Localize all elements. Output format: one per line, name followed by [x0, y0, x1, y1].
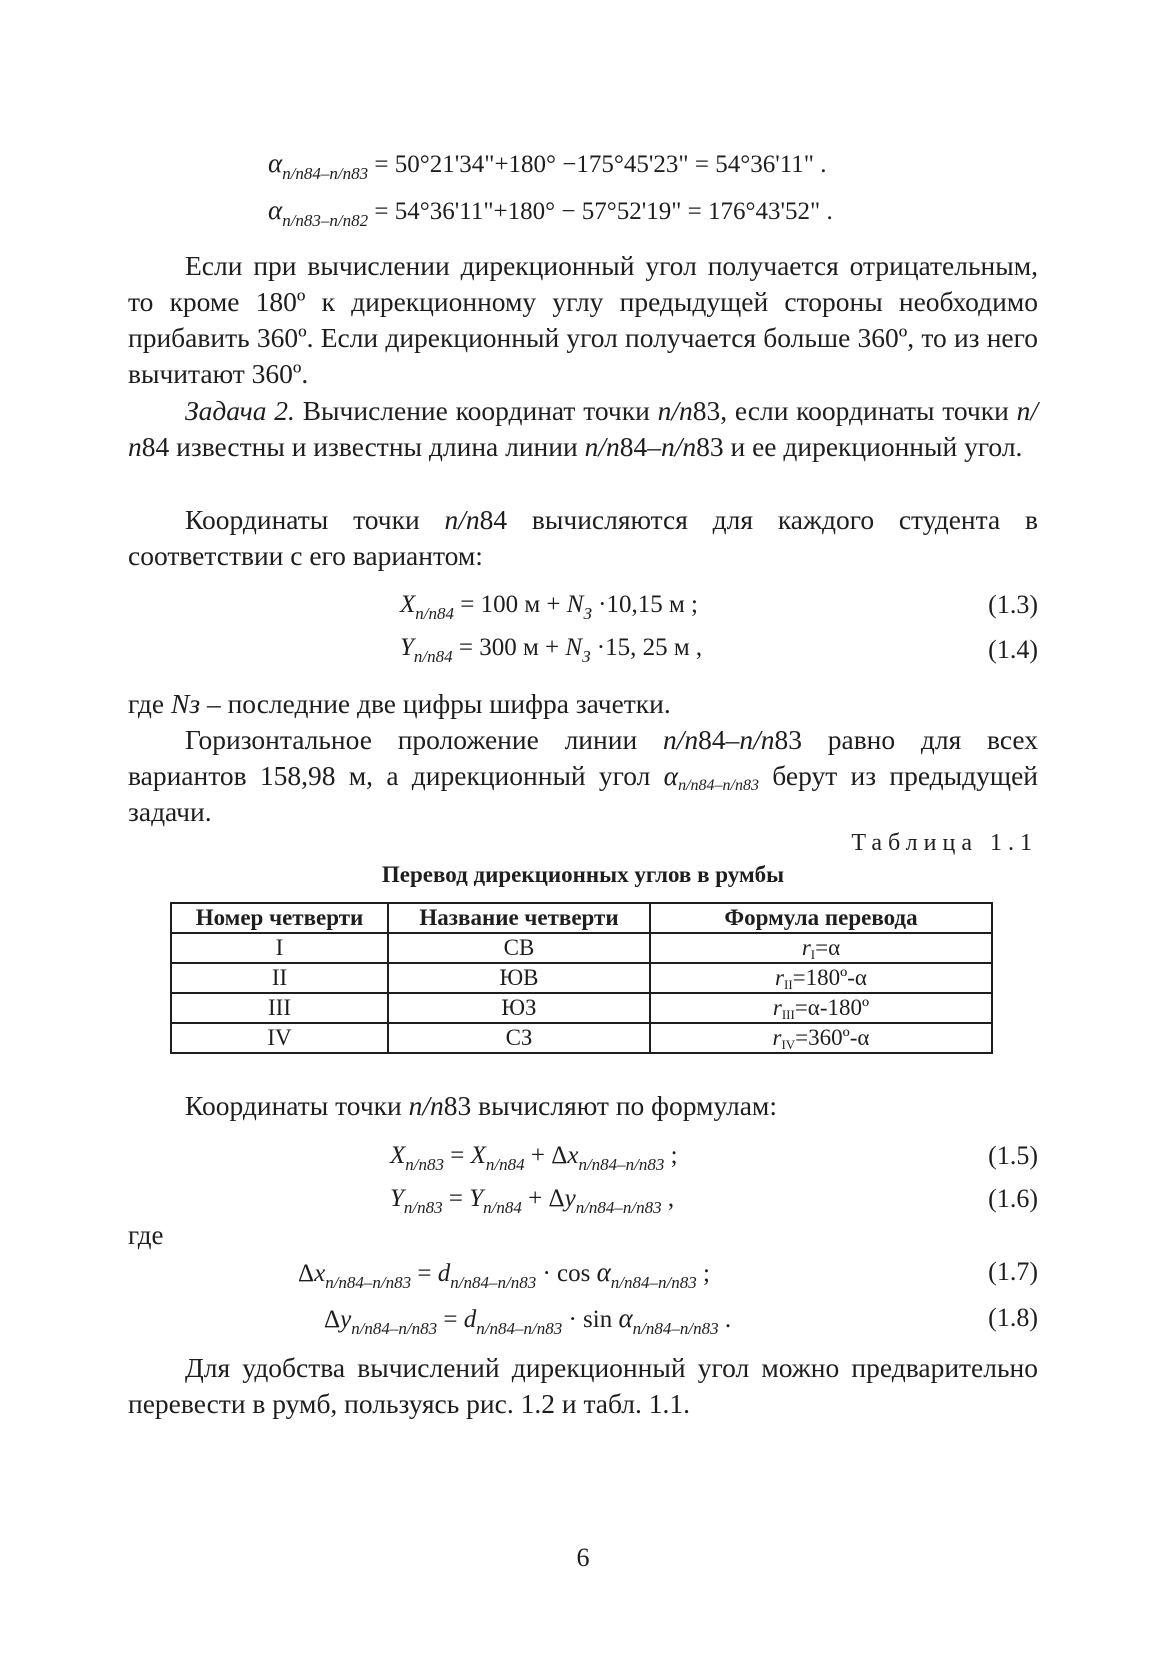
table-row: [171, 963, 992, 993]
equation-number-1-5: (1.5): [988, 1141, 1038, 1170]
column-header: Название четверти: [388, 903, 650, 933]
paragraph-task-2: Задача 2. Вычисление координат точки п/п83, если координаты точки п/п84 известны и известны длина линии п/п84–п/п83 и ее дирекционный угол.: [128, 395, 1038, 462]
quarter-number: III: [171, 993, 388, 1023]
quarter-name: СЗ: [388, 1023, 650, 1053]
table-title: Перевод дирекционных углов в румбы: [381, 862, 785, 887]
equation-1-7: $\Delta x_{п/п84-п/п83} = d_{п/п84-п/п83} \cdot \cos \alpha_{п/п84-п/п83}$ ;: [298, 1257, 710, 1292]
equation-1-3: $X_{п/п84} = 100$ $м + N_З \cdot 10,15$ м ;: [400, 591, 698, 623]
quarter-number: II: [171, 963, 388, 993]
paragraph-negative-angle: Если при вычислении дирекционный угол получается отрицательным, то кроме 180º к дирекционному углу предыдущей стороны необходимо прибавить 360º. Если дирекционный угол получается больше 360º, то из него вычитают 360º.: [128, 250, 1038, 389]
equation-number-1-3: (1.3): [988, 590, 1038, 619]
table-row: [171, 1023, 992, 1053]
table-row: [171, 933, 992, 963]
equation-number-1-8: (1.8): [988, 1303, 1038, 1332]
conversion-formula: $r_I=\alpha$: [650, 933, 992, 963]
formula-alpha-83-82-rhs: = 54°36'11"+180° − 57°52'19" = 176°43'52" .: [374, 198, 833, 225]
where-label: где: [128, 1220, 164, 1250]
table-label: Таблица 1.1: [851, 830, 1038, 856]
rumb-conversion-table: [170, 902, 993, 1054]
equation-number-1-6: (1.6): [988, 1184, 1038, 1213]
conversion-formula: $r_{IV}=360º-\alpha$: [650, 1023, 992, 1053]
table-header-row: [171, 903, 992, 933]
equation-1-8: $\Delta y_{п/п84-п/п83} = d_{п/п84-п/п83} \cdot \sin \alpha_{п/п84-п/п83}$ .: [324, 1303, 732, 1338]
formula-alpha-84-83-rhs: = 50°21'34"+180° −175°45'23" = 54°36'11" .: [374, 151, 827, 178]
paragraph-coordinates-84: Координаты точки п/п84 вычисляются для каждого студента в соответствии с его вариантом:: [128, 504, 1038, 571]
paragraph-coordinates-83: Координаты точки п/п83 вычисляют по формулам:: [185, 1090, 777, 1121]
formula-alpha-83-82-sub: п/п83–п/п82: [282, 211, 369, 230]
equation-1-4: $Y_{п/п84} = 300$ $м + N_З \cdot 15$, 25 м ,: [400, 634, 703, 666]
column-header: Номер четверти: [171, 903, 388, 933]
column-header: Формула перевода: [650, 903, 992, 933]
paragraph-rumb-hint: Для удобства вычислений дирекционный угол можно предварительно перевести в румб, пользуясь рис. 1.2 и табл. 1.1.: [128, 1352, 1038, 1419]
quarter-name: ЮВ: [388, 963, 650, 993]
quarter-name: ЮЗ: [388, 993, 650, 1023]
equation-1-6: $Y_{п/п83} = Y_{п/п84} + \Delta y_{п/п84-п/п83}$ ,: [390, 1185, 675, 1217]
page-number: 6: [576, 1543, 590, 1572]
formula-alpha-84-83-sub: п/п84–п/п83: [282, 164, 369, 183]
task-2-label: Задача 2.: [185, 395, 295, 426]
quarter-number: I: [171, 933, 388, 963]
paragraph-horizontal-length: Горизонтальное проложение линии п/п84–п/п83 равно для всех вариантов 158,98 м, а дирекционный угол $\alpha_{п/п84-п/п83}$ берут из предыдущей задачи.: [128, 724, 1038, 827]
formula-alpha-84-83: $\alpha_{п/п84-п/п83}$ = 50°21'34"+180° −175°45'23" = 54°36'11" .: [268, 148, 827, 183]
conversion-formula: $r_{II}=180º-\alpha$: [650, 963, 992, 993]
formula-alpha-83-82: $\alpha_{п/п83-п/п82}$ = 54°36'11"+180° − 57°52'19" = 176°43'52" .: [268, 195, 833, 230]
paragraph-where-nz: где Nз – последние две цифры шифра зачетки.: [128, 688, 671, 719]
table-row: [171, 993, 992, 1023]
equation-number-1-4: (1.4): [988, 635, 1038, 664]
quarter-name: СВ: [388, 933, 650, 963]
quarter-number: IV: [171, 1023, 388, 1053]
conversion-formula: $r_{III}=\alpha-180º$: [650, 993, 992, 1023]
equation-1-5: $X_{п/п83} = X_{п/п84} + \Delta x_{п/п84-п/п83}$ ;: [390, 1142, 678, 1174]
equation-number-1-7: (1.7): [988, 1257, 1038, 1286]
